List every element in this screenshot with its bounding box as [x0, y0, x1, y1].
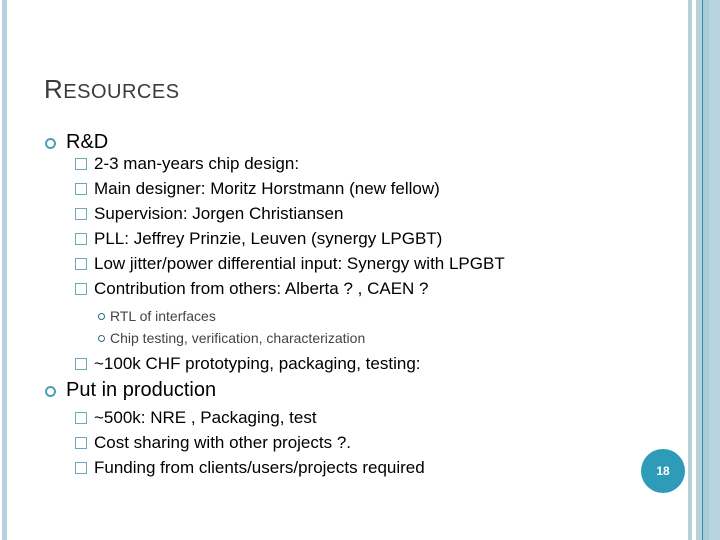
item-text: Main designer: Moritz Horstmann (new fellow) — [94, 179, 440, 198]
title-initial: R — [44, 74, 64, 104]
square-bullet-icon — [75, 233, 87, 245]
subitem-text: Chip testing, verification, characterization — [110, 330, 366, 346]
slide-title — [44, 74, 180, 105]
square-bullet-icon — [75, 412, 87, 424]
square-bullet-icon — [75, 158, 87, 170]
circle-bullet-icon — [45, 386, 56, 397]
section-label: Put in production — [66, 379, 217, 401]
left-border-decoration — [2, 0, 7, 540]
title-rest: ESOURCES — [63, 81, 180, 103]
subitem-text: RTL of interfaces — [110, 308, 216, 324]
item-text: Cost sharing with other projects ?. — [94, 433, 352, 452]
item-text: Contribution from others: Alberta ? , CAEN ? — [94, 279, 429, 298]
item-text: ~500k: NRE , Packaging, test — [94, 408, 317, 427]
item-text: 2-3 man-years chip design: — [94, 154, 300, 173]
item-text: ~100k CHF prototyping, packaging, testing: — [94, 354, 421, 373]
square-bullet-icon — [75, 283, 87, 295]
right-border-stripe — [688, 0, 692, 540]
section-label: R&D — [66, 131, 109, 153]
item-text: Supervision: Jorgen Christiansen — [94, 204, 344, 223]
circle-bullet-icon — [45, 138, 56, 149]
square-bullet-icon — [75, 183, 87, 195]
right-border-stripe — [709, 0, 720, 540]
item-text: PLL: Jeffrey Prinzie, Leuven (synergy LPGBT) — [94, 229, 443, 248]
item-text: Funding from clients/users/projects required — [94, 458, 425, 477]
square-bullet-icon — [75, 358, 87, 370]
small-circle-bullet-icon — [98, 313, 105, 320]
square-bullet-icon — [75, 208, 87, 220]
square-bullet-icon — [75, 437, 87, 449]
page-number-badge: 18 — [641, 449, 685, 493]
square-bullet-icon — [75, 462, 87, 474]
item-text: Low jitter/power differential input: Synergy with LPGBT — [94, 254, 505, 273]
small-circle-bullet-icon — [98, 335, 105, 342]
square-bullet-icon — [75, 258, 87, 270]
